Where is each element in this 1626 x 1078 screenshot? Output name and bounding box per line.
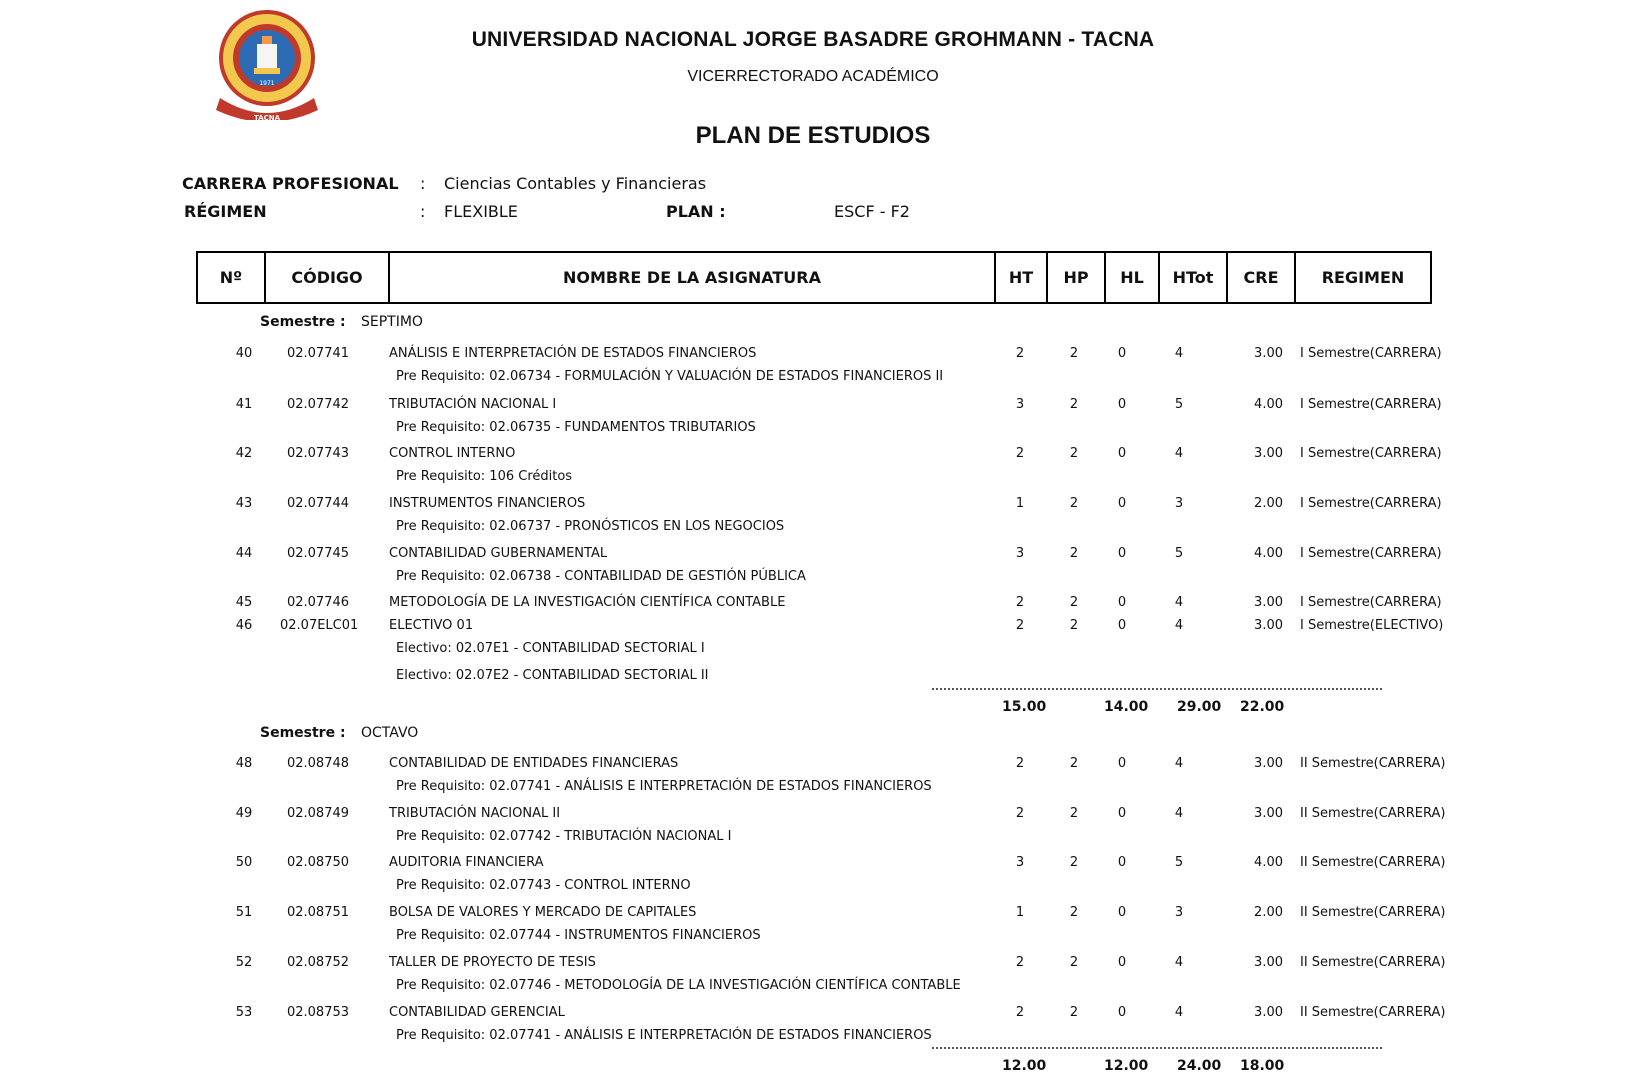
course-hl: 0 (1117, 446, 1127, 461)
semester-name: OCTAVO (361, 725, 419, 741)
plan-label: PLAN : (666, 202, 726, 221)
course-ht: 3 (1015, 397, 1025, 412)
course-hl: 0 (1117, 546, 1127, 561)
course-code: 02.08750 (286, 855, 350, 870)
course-hp: 2 (1069, 546, 1079, 561)
semester-name: SEPTIMO (361, 314, 423, 330)
course-hp: 2 (1069, 496, 1079, 511)
course-requirement: Pre Requisito: 02.06738 - CONTABILIDAD DE GESTIÓN PÚBLICA (396, 569, 806, 584)
course-ht: 2 (1015, 446, 1025, 461)
course-htot: 4 (1174, 346, 1184, 361)
document-title: PLAN DE ESTUDIOS (695, 122, 931, 149)
course-name: METODOLOGÍA DE LA INVESTIGACIÓN CIENTÍFICA CONTABLE (389, 595, 786, 610)
course-hp: 2 (1069, 618, 1079, 633)
total-htot: 29.00 (1177, 699, 1222, 715)
course-requirement: Pre Requisito: 02.07742 - TRIBUTACIÓN NACIONAL I (396, 829, 732, 844)
course-htot: 4 (1174, 618, 1184, 633)
semester-label: Semestre (260, 725, 336, 741)
total-ht: 12.00 (1002, 1058, 1047, 1074)
course-name: BOLSA DE VALORES Y MERCADO DE CAPITALES (389, 905, 697, 920)
col-name: NOMBRE DE LA ASIGNATURA (388, 253, 994, 302)
course-ht: 1 (1015, 905, 1025, 920)
course-htot: 4 (1174, 955, 1184, 970)
course-name: INSTRUMENTOS FINANCIEROS (389, 496, 586, 511)
course-regimen: II Semestre(CARRERA) (1300, 855, 1446, 870)
course-requirement: Electivo: 02.07E2 - CONTABILIDAD SECTORIAL II (396, 668, 709, 683)
logo-year: 1971 (259, 80, 275, 87)
course-credits: 3.00 (1254, 618, 1283, 633)
course-ht: 2 (1015, 955, 1025, 970)
course-name: CONTROL INTERNO (389, 446, 516, 461)
total-hp: 12.00 (1104, 1058, 1149, 1074)
col-hp: HP (1046, 253, 1104, 302)
course-ht: 2 (1015, 806, 1025, 821)
course-hp: 2 (1069, 955, 1079, 970)
course-requirement: Pre Requisito: 02.06735 - FUNDAMENTOS TRIBUTARIOS (396, 420, 756, 435)
course-htot: 4 (1174, 446, 1184, 461)
semester-heading (260, 725, 335, 741)
course-requirement: Pre Requisito: 02.06737 - PRONÓSTICOS EN LOS NEGOCIOS (396, 519, 785, 534)
course-htot: 5 (1174, 546, 1184, 561)
course-htot: 4 (1174, 1005, 1184, 1020)
university-seal-logo (212, 6, 322, 120)
course-credits: 3.00 (1254, 756, 1283, 771)
course-hl: 0 (1117, 855, 1127, 870)
course-number: 51 (235, 905, 253, 920)
course-requirement: Pre Requisito: 02.07741 - ANÁLISIS E INTERPRETACIÓN DE ESTADOS FINANCIEROS (396, 1028, 932, 1043)
course-code: 02.07743 (286, 446, 350, 461)
course-regimen: I Semestre(CARRERA) (1300, 446, 1442, 461)
course-credits: 4.00 (1254, 397, 1283, 412)
course-hl: 0 (1117, 346, 1127, 361)
course-name: ANÁLISIS E INTERPRETACIÓN DE ESTADOS FINANCIEROS (389, 346, 757, 361)
course-ht: 1 (1015, 496, 1025, 511)
carrera-value: Ciencias Contables y Financieras (444, 174, 707, 193)
course-number: 43 (235, 496, 253, 511)
course-credits: 2.00 (1254, 905, 1283, 920)
carrera-sep: : (420, 174, 426, 193)
logo-city: TACNA (253, 114, 281, 120)
course-number: 44 (235, 546, 253, 561)
course-hl: 0 (1117, 618, 1127, 633)
course-credits: 4.00 (1254, 855, 1283, 870)
course-regimen: I Semestre(CARRERA) (1300, 595, 1442, 610)
course-hl: 0 (1117, 756, 1127, 771)
course-hl: 0 (1117, 955, 1127, 970)
course-regimen: I Semestre(ELECTIVO) (1300, 618, 1444, 633)
course-hp: 2 (1069, 1005, 1079, 1020)
course-name: TALLER DE PROYECTO DE TESIS (389, 955, 596, 970)
course-hp: 2 (1069, 595, 1079, 610)
vicerrectorado: VICERRECTORADO ACADÉMICO (687, 68, 939, 85)
course-htot: 4 (1174, 756, 1184, 771)
table-header (196, 251, 1432, 304)
course-name: ELECTIVO 01 (389, 618, 474, 633)
course-code: 02.07745 (286, 546, 350, 561)
col-htot: HTot (1158, 253, 1226, 302)
course-name: TRIBUTACIÓN NACIONAL II (389, 806, 561, 821)
course-regimen: II Semestre(CARRERA) (1300, 756, 1446, 771)
course-number: 50 (235, 855, 253, 870)
course-regimen: I Semestre(CARRERA) (1300, 546, 1442, 561)
carrera-label: CARRERA PROFESIONAL (182, 174, 399, 193)
course-number: 49 (235, 806, 253, 821)
course-regimen: I Semestre(CARRERA) (1300, 397, 1442, 412)
course-code: 02.07746 (286, 595, 350, 610)
course-number: 41 (235, 397, 253, 412)
course-credits: 3.00 (1254, 346, 1283, 361)
course-hl: 0 (1117, 595, 1127, 610)
course-htot: 5 (1174, 397, 1184, 412)
course-number: 53 (235, 1005, 253, 1020)
course-ht: 3 (1015, 546, 1025, 561)
course-name: CONTABILIDAD DE ENTIDADES FINANCIERAS (389, 756, 679, 771)
course-credits: 3.00 (1254, 1005, 1283, 1020)
col-hl: HL (1104, 253, 1158, 302)
col-ht: HT (994, 253, 1046, 302)
course-hp: 2 (1069, 855, 1079, 870)
course-htot: 4 (1174, 595, 1184, 610)
course-requirement: Pre Requisito: 02.07746 - METODOLOGÍA DE LA INVESTIGACIÓN CIENTÍFICA CONTABLE (396, 978, 961, 993)
course-hp: 2 (1069, 756, 1079, 771)
course-number: 48 (235, 756, 253, 771)
course-number: 45 (235, 595, 253, 610)
total-hp: 14.00 (1104, 699, 1149, 715)
course-code: 02.07742 (286, 397, 350, 412)
course-htot: 5 (1174, 855, 1184, 870)
course-regimen: I Semestre(CARRERA) (1300, 346, 1442, 361)
col-num: Nº (219, 268, 243, 287)
total-credits: 18.00 (1240, 1058, 1285, 1074)
course-credits: 4.00 (1254, 546, 1283, 561)
total-htot: 24.00 (1177, 1058, 1222, 1074)
course-ht: 3 (1015, 855, 1025, 870)
course-ht: 2 (1015, 595, 1025, 610)
course-code: 02.08753 (286, 1005, 350, 1020)
regimen-value: FLEXIBLE (444, 202, 518, 221)
course-ht: 2 (1015, 618, 1025, 633)
course-number: 46 (235, 618, 253, 633)
totals-separator (932, 688, 1382, 690)
course-regimen: II Semestre(CARRERA) (1300, 955, 1446, 970)
course-hp: 2 (1069, 346, 1079, 361)
course-credits: 3.00 (1254, 595, 1283, 610)
course-regimen: II Semestre(CARRERA) (1300, 905, 1446, 920)
course-hp: 2 (1069, 806, 1079, 821)
course-hp: 2 (1069, 905, 1079, 920)
total-ht: 15.00 (1002, 699, 1047, 715)
course-credits: 3.00 (1254, 806, 1283, 821)
course-regimen: I Semestre(CARRERA) (1300, 496, 1442, 511)
course-requirement: Pre Requisito: 106 Créditos (396, 469, 573, 484)
course-ht: 2 (1015, 756, 1025, 771)
course-hl: 0 (1117, 806, 1127, 821)
total-credits: 22.00 (1240, 699, 1285, 715)
course-number: 42 (235, 446, 253, 461)
col-cre: CRE (1226, 253, 1294, 302)
regimen-sep: : (420, 202, 426, 221)
course-name: CONTABILIDAD GUBERNAMENTAL (389, 546, 608, 561)
course-credits: 3.00 (1254, 955, 1283, 970)
course-code: 02.08748 (286, 756, 350, 771)
semester-label: Semestre (260, 314, 336, 330)
course-ht: 2 (1015, 346, 1025, 361)
col-code: CÓDIGO (264, 253, 388, 302)
semester-sep: : (340, 725, 346, 741)
course-code: 02.08752 (286, 955, 350, 970)
course-hl: 0 (1117, 905, 1127, 920)
course-requirement: Pre Requisito: 02.06734 - FORMULACIÓN Y VALUACIÓN DE ESTADOS FINANCIEROS II (396, 369, 944, 384)
course-credits: 2.00 (1254, 496, 1283, 511)
semester-heading (260, 314, 335, 330)
course-code: 02.07744 (286, 496, 350, 511)
course-htot: 3 (1174, 496, 1184, 511)
course-number: 40 (235, 346, 253, 361)
course-name: CONTABILIDAD GERENCIAL (389, 1005, 565, 1020)
course-name: AUDITORIA FINANCIERA (389, 855, 544, 870)
course-requirement: Pre Requisito: 02.07744 - INSTRUMENTOS FINANCIEROS (396, 928, 761, 943)
course-hp: 2 (1069, 397, 1079, 412)
course-code: 02.08751 (286, 905, 350, 920)
course-ht: 2 (1015, 1005, 1025, 1020)
course-code: 02.08749 (286, 806, 350, 821)
col-regimen: REGIMEN (1294, 253, 1430, 302)
regimen-label: RÉGIMEN (184, 202, 267, 221)
course-requirement: Electivo: 02.07E1 - CONTABILIDAD SECTORIAL I (396, 641, 705, 656)
semester-sep: : (340, 314, 346, 330)
course-number: 52 (235, 955, 253, 970)
course-hp: 2 (1069, 446, 1079, 461)
course-htot: 4 (1174, 806, 1184, 821)
course-requirement: Pre Requisito: 02.07741 - ANÁLISIS E INTERPRETACIÓN DE ESTADOS FINANCIEROS (396, 779, 932, 794)
course-regimen: II Semestre(CARRERA) (1300, 806, 1446, 821)
course-hl: 0 (1117, 1005, 1127, 1020)
course-regimen: II Semestre(CARRERA) (1300, 1005, 1446, 1020)
course-htot: 3 (1174, 905, 1184, 920)
plan-value: ESCF - F2 (834, 202, 910, 221)
course-name: TRIBUTACIÓN NACIONAL I (389, 397, 557, 412)
course-requirement: Pre Requisito: 02.07743 - CONTROL INTERNO (396, 878, 691, 893)
course-code: 02.07741 (286, 346, 350, 361)
course-code: 02.07ELC01 (280, 618, 359, 633)
course-credits: 3.00 (1254, 446, 1283, 461)
totals-separator (932, 1047, 1382, 1049)
university-name: UNIVERSIDAD NACIONAL JORGE BASADRE GROHMANN - TACNA (471, 28, 1155, 51)
course-hl: 0 (1117, 397, 1127, 412)
course-hl: 0 (1117, 496, 1127, 511)
